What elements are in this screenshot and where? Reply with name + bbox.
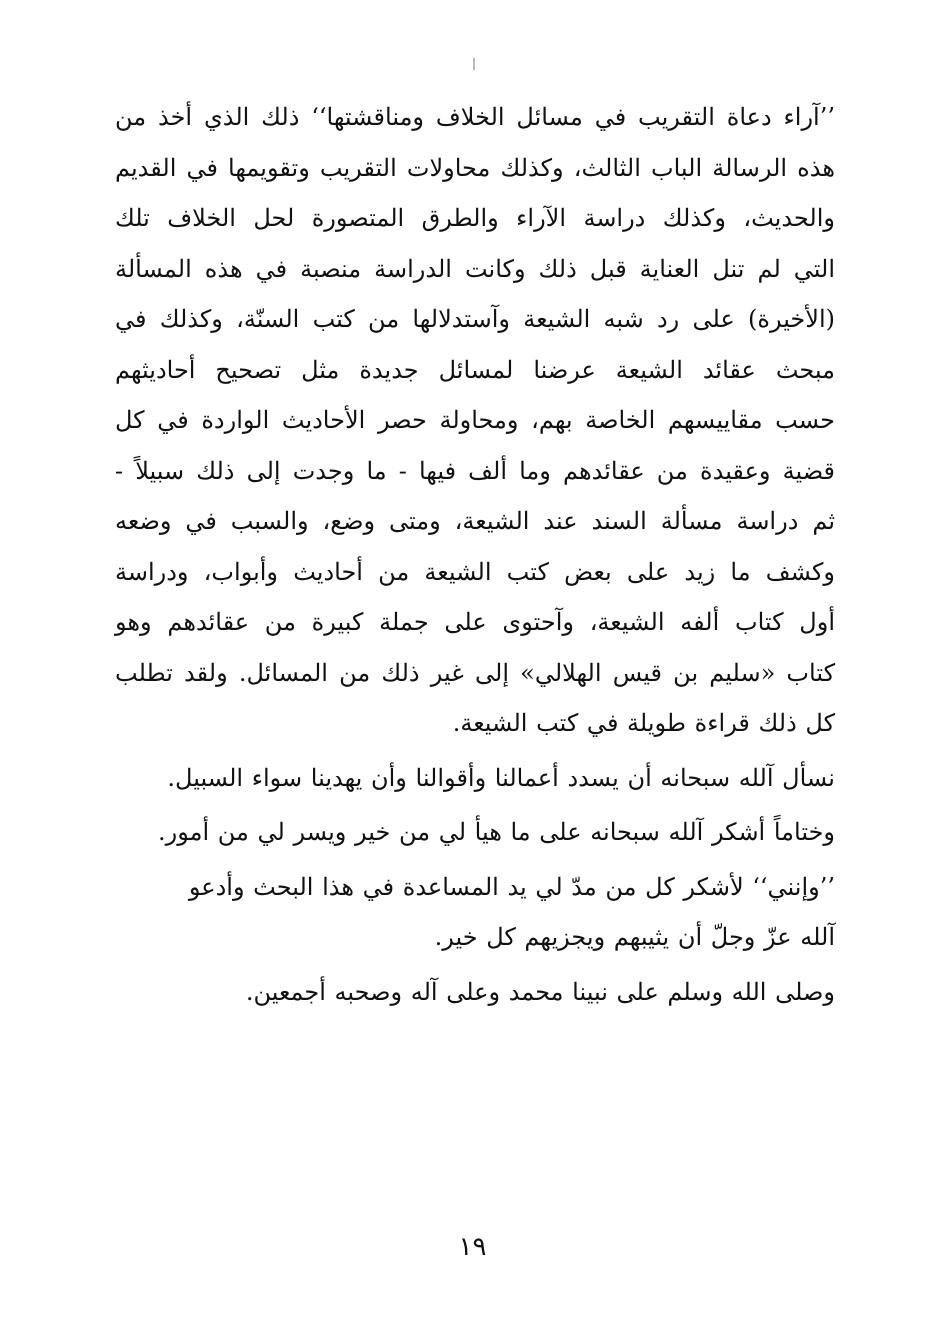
paragraph-1-line-3: والحديث، وكذلك دراسة الآراء والطرق المتصورة لحل الخلاف تلك bbox=[115, 204, 835, 232]
paragraph-1-line-13: كل ذلك قراءة طويلة في كتب الشيعة. bbox=[452, 709, 835, 737]
paragraph-3-line-1: وختاماً أشكر آلله سبحانه على ما هيأ لي من خير ويسر لي من أمور. bbox=[157, 818, 835, 846]
paragraph-2-line-1: نسأل آلله سبحانه أن يسدد أعمالنا وأقوالنا وأن يهدينا سواء السبيل. bbox=[167, 763, 835, 792]
scan-mark bbox=[473, 58, 475, 70]
paragraph-1-line-5: (الأخيرة) على رد شبه الشيعة وآستدلالها من كتب السنّة، وكذلك في bbox=[115, 305, 835, 333]
body-text bbox=[115, 92, 835, 1017]
paragraph-5 bbox=[115, 967, 835, 1018]
paragraph-1-line-12: كتاب «سليم بن قيس الهلالي» إلى غير ذلك من المسائل. ولقد تطلب bbox=[115, 658, 835, 687]
paragraph-1-line-10: وكشف ما زيد على بعض كتب الشيعة من أحاديث وأبواب، ودراسة bbox=[115, 557, 835, 586]
paragraph-5-line-1: وصلى الله وسلم على نبينا محمد وعلى آله وصحبه أجمعين. bbox=[245, 977, 835, 1006]
paragraph-1 bbox=[115, 92, 835, 749]
paragraph-1-line-4: التي لم تنل العناية قبل ذلك وكانت الدراسة منصبة في هذه المسألة bbox=[115, 254, 835, 283]
paragraph-4 bbox=[115, 862, 835, 963]
paragraph-1-line-7: حسب مقاييسهم الخاصة بهم، ومحاولة حصر الأحاديث الواردة في كل bbox=[115, 406, 835, 434]
paragraph-1-line-9: ثم دراسة مسألة السند عند الشيعة، ومتى وضع، والسبب في وضعه bbox=[115, 507, 835, 535]
paragraph-1-line-1: ’’آراء دعاة التقريب في مسائل الخلاف ومناقشتها‘‘ ذلك الذي أخذ من bbox=[115, 103, 835, 131]
paragraph-4-line-2: آلله عزّ وجلّ أن يثيبهم ويجزيهم كل خير. bbox=[434, 923, 835, 951]
paragraph-1-line-11: أول كتاب ألفه الشيعة، وآحتوى على جملة كبيرة من عقائدهم وهو bbox=[115, 608, 836, 636]
paragraph-4-line-1: ’’وإنني‘‘ لأشكر كل من مدّ لي يد المساعدة في هذا البحث وأدعو bbox=[188, 872, 835, 901]
paragraph-1-line-6: مبحث عقائد الشيعة عرضنا لمسائل جديدة مثل تصحيح أحاديثهم bbox=[115, 355, 835, 384]
page-number: ١٩ bbox=[458, 1232, 487, 1262]
paragraph-3 bbox=[115, 807, 835, 858]
paragraph-1-line-2: هذه الرسالة الباب الثالث، وكذلك محاولات التقريب وتقويمها في القديم bbox=[115, 153, 835, 182]
paragraph-1-line-8: قضية وعقيدة من عقائدهم وما ألف فيها - ما وجدت إلى ذلك سبيلاً - bbox=[115, 456, 836, 485]
paragraph-2 bbox=[115, 753, 835, 804]
